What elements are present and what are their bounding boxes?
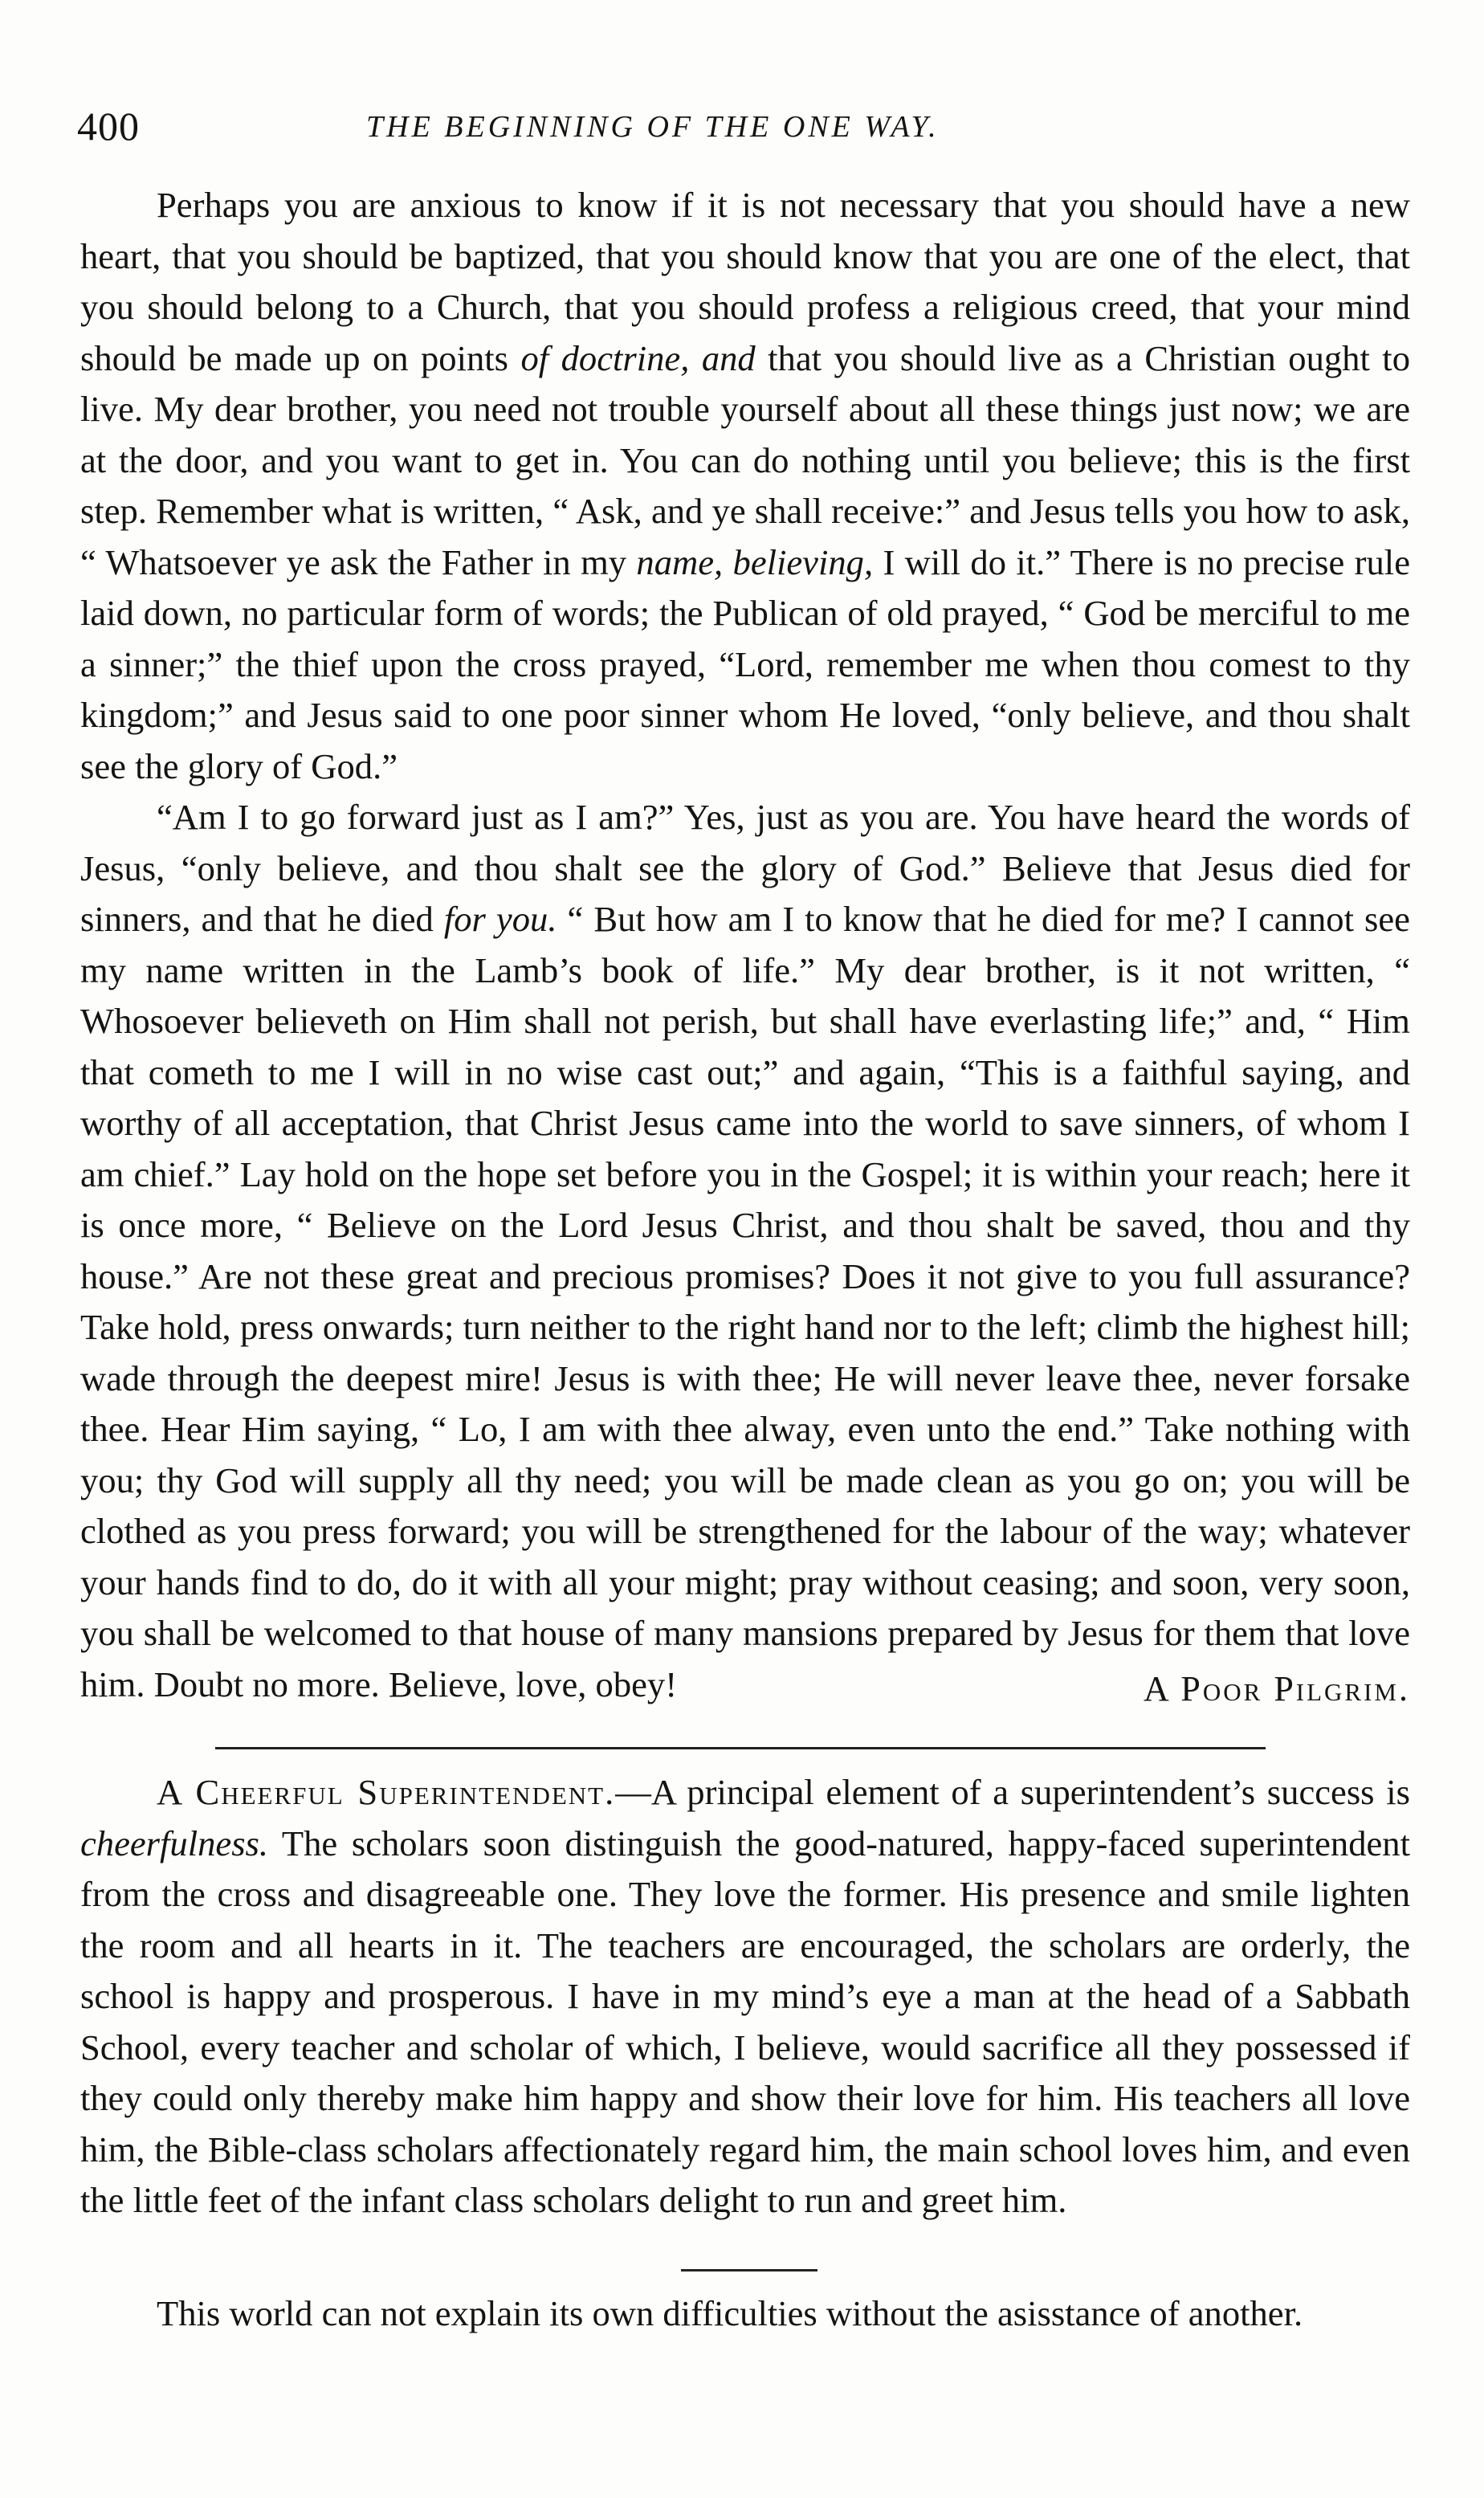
page-number: 400 xyxy=(77,104,140,149)
paragraph xyxy=(80,1767,1410,2227)
paragraph-text: Perhaps you are anxious to know if it is not necessary that you should have a new heart, that you should be baptized, that you should know that you are one of the elect, that you should belong to a Church, that you should profess a religious creed, that your mind should be made up on points xyxy=(80,185,1410,378)
paragraph-text: The scholars soon distinguish the good-natured, happy-faced superintendent from the cross and disagreeable one. They love the former. His presence and smile lighten the room and all hearts in it. The teachers are encouraged, the scholars are orderly, the school is happy and prosperous. I have in my mind’s eye a man at the head of a Sabbath School, every teacher and scholar of which, I believe, would sacrifice all they possessed if they could only thereby make him happy and show their love for him. His teachers all love him, the Bible-class scholars affectionately regard him, the main school loves him, and even the little feet of the infant class scholars delight to run and greet him. xyxy=(80,1822,1410,2220)
paragraph-text: —A principal element of a superintendent’s success is xyxy=(615,1772,1410,1812)
paragraph xyxy=(80,792,1410,1710)
italic-text: of doctrine, and xyxy=(520,337,756,378)
paragraph xyxy=(80,180,1410,792)
article-closing-note xyxy=(80,2288,1410,2340)
paragraph: This world can not explain its own difficulties without the asisstance of another. xyxy=(157,2293,1303,2333)
paragraph-text: I will do it.” There is no precise rule laid down, no particular form of words; the Publican of old prayed, “ God be merciful to me a sinner;” the thief upon the cross prayed, “Lord, remember me when thou comest to thy kingdom;” and Jesus said to one poor sinner whom He loved, “only believe, and thou shalt see the glory of God.” xyxy=(80,541,1410,786)
running-title: THE BEGINNING OF THE ONE WAY. xyxy=(366,110,940,144)
italic-text: for you. xyxy=(443,899,557,939)
article-poor-pilgrim xyxy=(80,180,1410,1710)
section-divider xyxy=(215,1747,1266,1749)
paragraph-text: that you should live as a Christian ought to live. My dear brother, you need not trouble yourself about all these things just now; we are at the door, and you want to get in. You can do nothing until you believe; this is the first step. Remember what is written, “ Ask, and ye shall receive:” and Jesus tells you how to ask, “ Whatsoever ye ask the Father in my xyxy=(80,337,1410,582)
signature: A Poor Pilgrim. xyxy=(1144,1669,1410,1708)
article-heading: A Cheerful Superintendent. xyxy=(157,1772,616,1812)
paragraph-text: “Am I to go forward just as I am?” Yes, just as you are. You have heard the words of Jesus, “only believe, and thou shalt see the glory of God.” Believe that Jesus died for sinners, and that he died xyxy=(80,797,1410,939)
italic-text: cheerfulness. xyxy=(80,1822,269,1863)
article-cheerful-superintendent xyxy=(80,1767,1410,2227)
short-divider xyxy=(681,2269,817,2271)
running-head xyxy=(77,98,1410,154)
italic-text: name, believing, xyxy=(636,541,874,582)
paragraph-text: “ But how am I to know that he died for me? I cannot see my name written in the Lamb’s book of life.” My dear brother, is it not written, “ Whosoever believeth on Him shall not perish, but shall have everlasting life;” and, “ Him that cometh to me I will in no wise cast out;” and again, “This is a faithful saying, and worthy of all acceptation, that Christ Jesus came into the world to save sinners, of whom I am chief.” Lay hold on the hope set before you in the Gospel; it is within your reach; here it is once more, “ Believe on the Lord Jesus Christ, and thou shalt be saved, thou and thy house.” Are not these great and precious promises? Does it not give to you full assurance? Take hold, press onwards; turn neither to the right hand nor to the left; climb the highest hill; wade through the deepest mire! Jesus is with thee; He will never leave thee, never forsake thee. Hear Him saying, “ Lo, I am with thee alway, even unto the end.” Take nothing with you; thy God will supply all thy need; you will be made clean as you go on; you will be clothed as you press forward; you will be strengthened for the labour of the way; whatever your hands find to do, do it with all your might; pray without ceasing; and soon, very soon, you shall be welcomed to that house of many mansions prepared by Jesus for them that love him. Doubt no more. Believe, love, obey! xyxy=(80,899,1410,1704)
